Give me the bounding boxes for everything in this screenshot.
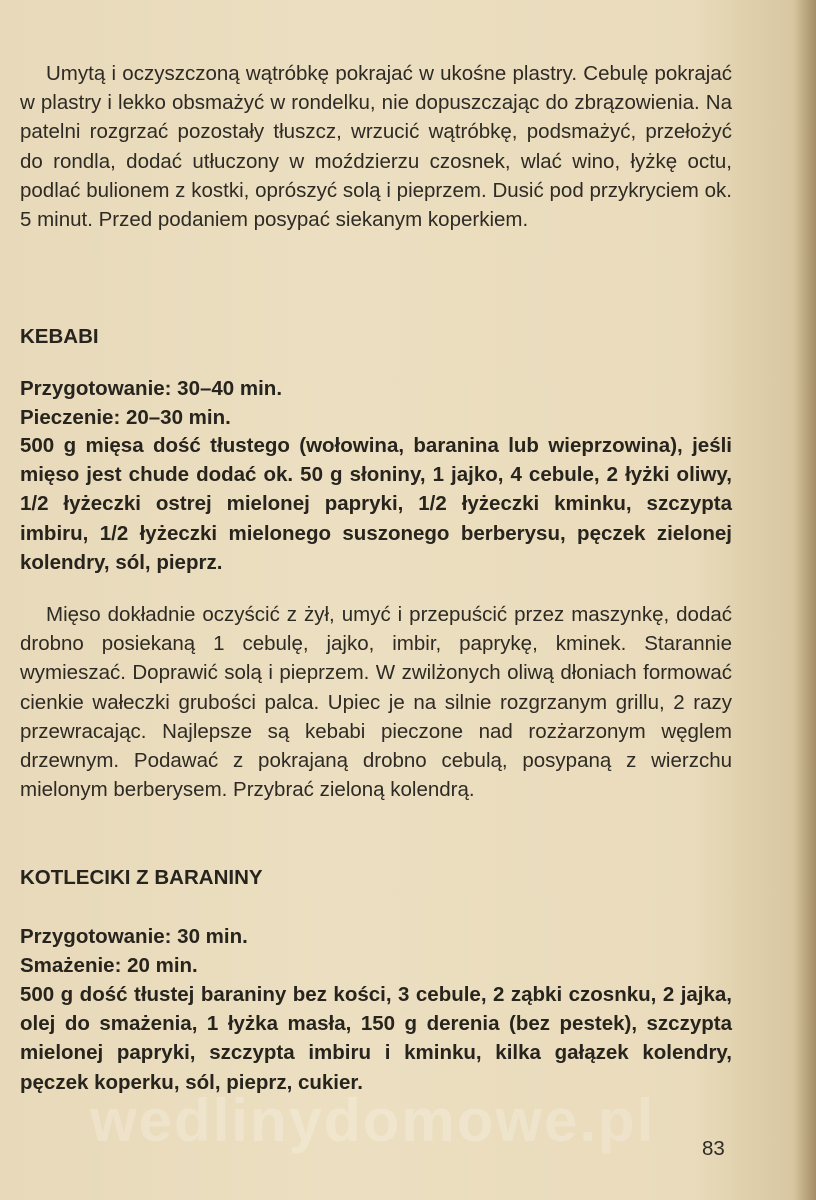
ingredients-kebabi: 500 g mięsa dość tłustego (wołowina, baranina lub wieprzowina), jeśli mięso jest chude dodać ok. 50 g słoniny, 1 jajko, 4 cebule, 2 łyżki oliwy, 1/2 łyżeczki ostrej mielonej papryki, 1/2 łyżeczki kminku, szczypta imbiru, 1/2 łyżeczki mielonego suszonego berberysu, pęczek zielonej kolendry, sól, pieprz. xyxy=(20,434,732,574)
cook-time-kebabi: Pieczenie: 20–30 min. xyxy=(20,406,231,429)
page-edge-shadow xyxy=(796,0,816,1200)
recipe-title-kebabi: KEBABI xyxy=(20,325,99,348)
method-kebabi: Mięso dokładnie oczyścić z żył, umyć i przepuścić przez maszynkę, dodać drobno posiekaną 1 cebulę, jajko, imbir, paprykę, kminek. Starannie wymieszać. Doprawić solą i pieprzem. W zwilżonych oliwą dłoniach formować cienkie wałeczki grubości palca. Upiec je na silnie rozgrzanym grillu, 2 razy przewracając. Najlepsze są kebabi pieczone nad rozżarzonym węglem drzewnym. Podawać z pokrajaną drobno cebulą, posypaną z wierzchu mielonym berberysem. Przybrać zieloną kolendrą. xyxy=(20,603,732,802)
cook-time-kotleciki: Smażenie: 20 min. xyxy=(20,954,198,977)
prep-time-kebabi: Przygotowanie: 30–40 min. xyxy=(20,377,283,400)
intro-paragraph: Umytą i oczyszczoną wątróbkę pokrajać w ukośne plastry. Cebulę pokrajać w plastry i lekko obsmażyć w rondelku, nie dopuszczając do zbrązowienia. Na patelni rozgrzać pozostały tłuszcz, wrzucić wątróbkę, podsmażyć, przełożyć do rondla, dodać utłuczony w moździerzu czosnek, wlać wino, łyżkę octu, podlać bulionem z kostki, oprószyć solą i pieprzem. Dusić pod przykryciem ok. 5 minut. Przed podaniem posypać siekanym koperkiem. xyxy=(20,62,732,232)
prep-time-kotleciki: Przygotowanie: 30 min. xyxy=(20,925,248,948)
watermark: wedlinydomowe.pl xyxy=(90,1087,656,1154)
page-number: 83 xyxy=(702,1137,725,1160)
recipe-title-kotleciki: KOTLECIKI Z BARANINY xyxy=(20,866,263,889)
ingredients-kotleciki: 500 g dość tłustej baraniny bez kości, 3 cebule, 2 ząbki czosnku, 2 jajka, olej do smażenia, 1 łyżka masła, 150 g derenia (bez pestek), szczypta mielonej papryki, szczypta imbiru i kminku, kilka gałązek kolendry, pęczek koperku, sól, pieprz, cukier. xyxy=(20,983,732,1094)
